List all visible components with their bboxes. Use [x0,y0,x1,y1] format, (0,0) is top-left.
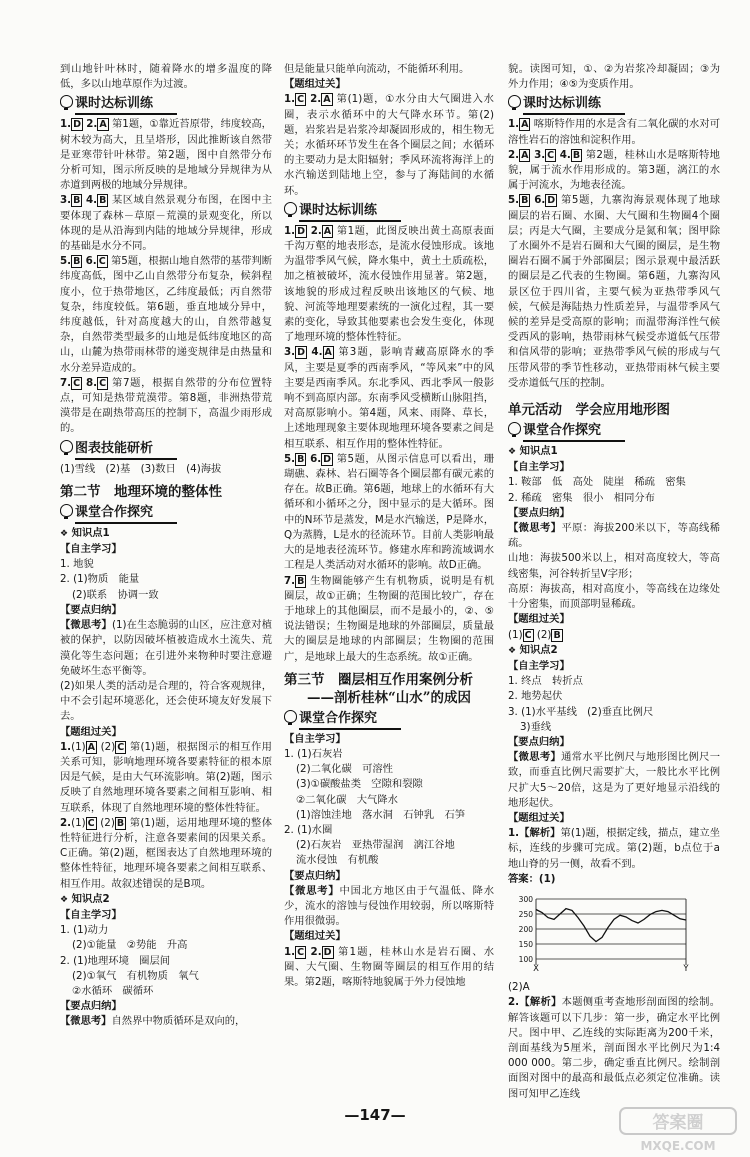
group-answer: (1) C (2) B [508,628,561,641]
line: ②水循环 碳循环 [72,984,154,997]
line: 1. 终点 转折点 [508,675,583,688]
think-1: 【微思考】平原：海拔200米以下，等高线稀疏。 [508,522,721,550]
line: 3. (1)水平基线 (2)垂直比例尺 [508,705,654,718]
bulb-icon [284,710,297,723]
line: (2)二氧化碳 可溶性 [296,763,393,776]
column-1 [60,62,272,1030]
bulb-icon [508,95,521,108]
group-answer-1: 1.(1) A (2) C 第(1)题，根据图示的相互作用关系可知，影响地理环境各要素特征的根本原因是气候，是由大气环流影响。第(2)题，图示反映了自然地理环境各要素之间相互影响、相互联系，体现了自然地理环境的整体性特征。 [60,740,272,814]
sub-label: 【题组过关】 [508,613,570,626]
knowledge-point: ❖ 知识点1 [508,445,558,458]
answer-1-2: 1. D 2. A 第1题，此图反映出黄土高原表面千沟万壑的地表形态，是流水侵蚀形成。该地为温带季风气候，降水集中，黄土土质疏松，加之植被破坏，流水侵蚀作用显著。第2题，该地貌的形成过程反映出该地区的气候、地貌、河流等地理要素统的一演化过程，其一要素的变化，导致其他要素也会发生变化，体现了地理环境的整体性特征。 [284,224,494,344]
page-number: —147— [344,1106,406,1124]
diamond-icon: ❖ [508,447,517,458]
answer-5-6: 5. B 6. C 第5题，根据山地自然带的基带判断纬度高低，图中乙山自然带分布复杂，候斜程度小，位于热带地区，乙纬度最低；丙自然带复杂，纬度较低。第6题，垂直地域分异中，纬度越低，针对高度越大的山，自然带越复杂，自然带类型最多的山地是低纬度地区的高山，山麓为热带雨林带的递变规律是由热量和水分差异造成的。 [60,255,272,374]
line: (2)石灰岩 亚热带湿润 漓江谷地 [296,839,455,852]
bulb-icon [60,95,73,108]
sub-label: 【自主学习】 [60,908,122,921]
sub-label: 【题组过关】 [60,725,122,738]
section-heading: 图表技能研析 [60,440,272,460]
line: 2. (1)地理环境 圈层间 [60,954,171,967]
paragraph: 貌。读图可知，①、②为岩浆冷却凝固；③为外力作用；④⑤为变质作用。 [508,63,720,91]
sub-label: 【要点归纳】 [508,506,570,519]
line: 2. (1)水圈 [284,823,333,836]
bulb-icon [508,422,521,435]
line: 1. 鞍部 低 高处 陡崖 稀疏 密集 [508,476,686,489]
diamond-icon: ❖ [60,894,69,905]
answer-7: 7. B 生物圈能够产生有机物质，说明是有机圈层，故①正确；生物圈的范围比较广，存在于地球上的其他圈层，而不是最小的，②、⑤说法错误；生物圈是地球的外部圈层，质量最大的圈层是地球的内部圈层；生物圈的范围广，是地球上最大的生态系统。故①正确。 [284,574,494,663]
sub-label: 【要点归纳】 [60,603,122,616]
column-2 [284,62,494,990]
section-heading: 课时达标训练 [60,95,272,115]
y-tick-label: 250 [518,909,533,919]
profile-line [536,909,686,942]
sub-label: 【自主学习】 [508,461,570,474]
paragraph: 到山地针叶林时，随着降水的增多温度的降低，多以山地草原作为过渡。 [60,63,272,91]
group-answer-1-2: 1. C 2. A 第(1)题，①水分由大气圈进入水圈，表示水循环中的大气降水环节。第(2)题，岩浆岩是岩浆冷却凝固形成的，相生物无关；水循环环节发生在各个圈层之间；水循环的主要动力是太阳辐射；季风环流将海洋上的水汽输送到陆地上空，参与了海陆间的水循环。 [284,93,494,197]
line: 1. 地貌 [60,558,94,571]
profile-chart [514,891,694,973]
line: (2)①能量 ②势能 升高 [72,939,188,952]
line: (3)①碳酸盐类 空隙和裂隙 [296,778,423,791]
node-title: 第三节 圈层相互作用案例分析 [284,671,473,688]
line: ②二氧化碳 大气降水 [296,793,398,806]
section-heading: 课堂合作探究 [284,710,494,730]
section-heading: 课时达标训练 [284,202,494,222]
chart-skill-answer: (1)雪线 (2)基 (3)数日 (4)海拔 [60,462,222,475]
sub-label: 【自主学习】 [60,543,122,556]
answer-2-4: 2. A 3. C 4. B 第2题，桂林山水是喀斯特地貌，属于流水作用形成的。第3题，漓江的水属于河流水，为地表径流。 [508,148,720,192]
svg-text:MXQE.COM: MXQE.COM [640,1139,716,1153]
sub-label: 【自主学习】 [508,659,570,672]
sub-label: 【题组过关】 [508,811,570,824]
watermark-logo [618,1104,740,1154]
answer-3-4: 3. D 4. A 第3题，影响青藏高原降水的季风，主要是夏季的西南季风，“等风来”中的风主要是西南季风。东北季风、西北季风一般影响不到高原内部。东南季风受横断山脉阻挡，对高原影响小。第4题，风来、雨降、草长，上述地理现象主要体现地理环境各要素之间是相互联系、相互作用的整体性特征。 [284,346,494,450]
think-2: 山地：海拔500米以上，相对高度较大，等高线密集，河谷转折呈V字形； [508,552,720,580]
answer-label: 答案：(1) [508,872,556,885]
node-title: 单元活动 学会应用地形图 [508,402,670,419]
paragraph: 但是能量只能单向流动，不能循环利用。 [284,63,470,75]
group-answer-2: 2.(1) C (2) B 第(1)题，运用地理环境的整体性特征进行分析，注意各要素间的因果关系。C正确。第(2)题，框图表达了自然地理环境的整体性特征，地理环境各要素之间相互联系、相互作用。故叙述错误的是B项。 [60,816,272,890]
line: (2)A [508,981,530,994]
section-heading: 课堂合作探究 [508,422,720,442]
column-3 [508,62,720,1102]
y-tick-label: 300 [518,894,533,904]
x-label-end: Y [683,963,689,973]
think-3: 高原：海拔高，相对高度小，等高线在边缘处十分密集，而顶部明显稀疏。 [508,582,720,611]
knowledge-point: ❖ 知识点2 [60,892,110,905]
answer-1-2: 1. D 2. A 第1题，①靠近苔原带，纬度较高，树木较为高大，且呈塔形，因此推断该自然带是亚寒带针叶林带。第2题，图中自然带分布分析可知，图示所反映的是地域分异规律为从赤道到两极的地域分异规律。 [60,118,272,192]
node-subtitle: ——剖析桂林“山水”的成因 [306,689,472,706]
bulb-icon [60,504,73,517]
think-3: 【微思考】自然界中物质循环是双向的， [60,1015,246,1028]
answer-5-6: 5. B 6. D 第5题，九寨沟海景观体现了地球圈层的岩石圈、水圈、大气圈和生物圈4个圈层；丙是大气圈，主要成分是氮和氧；图甲除了水圈外不是岩石圈和大气圈的圈层，是生物圈岩石圈不属于外部圈层；图示景观中最活跃的圈层是乙代表的生物圈。第6题，九寨沟风景区位于四川省，主要气候为亚热带季风气候，气候是海陆热力性质差异，与温带季风气候的差异是受高原的影响；而温带海洋性气候受西风的影响，热带雨林气候受赤道低气压带和信风带的影响；亚热带季风气候的形成与气压带风带的季节性移动，亚热带雨林气候主要受赤道低气压的控制。 [508,194,720,389]
think-4: 【微思考】通常水平比例尺与地形图比例尺一致，而垂直比例尺需要扩大，一般比水平比例尺扩大5～20倍，这是为了更好地显示沿线的地形起伏。 [508,751,721,809]
bulb-icon [284,202,297,215]
y-tick-label: 200 [518,924,533,934]
line: 2. 地势起伏 [508,690,563,703]
sub-label: 【要点归纳】 [60,1000,122,1013]
y-tick-label: 150 [518,939,533,949]
y-tick-label: 100 [518,954,533,964]
analysis-2: 2.【解析】本题侧重考查地形剖面图的绘制。解答该题可以下几步：第一步，确定水平比例尺。图中甲、乙连线的实际距离为200千米，剖面基线为5厘米，剖面图水平比例尺为1:4 000 000。第二步，确定垂直比例尺。绘制剖面图对图中的最高和最低点必须定位准确。读图可知甲乙连线 [508,996,721,1100]
line: 2. 稀疏 密集 很小 相同分布 [508,491,655,504]
bulb-icon [60,440,73,453]
answer-3-4: 3. B 4. B 某区域自然景观分布图，在图中主要体现了森林－草原－荒漠的景观变化，所以体现的是从沿海到内陆的地域分异规律，形成的基础是水分不同。 [60,194,272,253]
analysis-1: 1.【解析】第(1)题，根据定线，描点，建立坐标，连线的步骤可完成。第(2)题，b点位于a地山脊的另一侧，故看不到。 [508,827,720,870]
line: 流水侵蚀 有机酸 [296,854,379,867]
think-2: (2)如果人类的活动是合理的，符合客观规律，中不会引起环境恶化，还会使环境友好发展下去。 [60,679,272,723]
sub-label: 【题组过关】 [284,930,346,943]
answer-1: 1. A 喀斯特作用的水是含有二氧化碳的水对可溶性岩石的溶蚀和淀积作用。 [508,118,720,146]
sub-label: 【自主学习】 [284,732,346,745]
think-1: 【微思考】(1)在生态脆弱的山区，应注意对植被的保护，以防因破坏植被造成水土流失、荒漠化等生态问题；在引进外来物种时要注意避免破坏生态平衡等。 [60,619,272,677]
group-answer-1-2b: 1. C 2. D 第1题，桂林山水是岩石圈、水圈、大气圈、生物圈等圈层的相互作用的结果。第2题，喀斯特地貌属于外力侵蚀地 [284,945,494,988]
sub-label: 【要点归纳】 [508,735,570,748]
line: (2)①氧气 有机物质 氧气 [72,969,199,982]
diamond-icon: ❖ [60,528,69,539]
line: 1. (1)动力 [60,924,109,937]
section-heading: 课时达标训练 [508,95,720,115]
knowledge-point: ❖ 知识点2 [508,643,558,656]
section-heading: 课堂合作探究 [60,504,272,524]
knowledge-point: ❖ 知识点1 [60,526,110,539]
line: (2)联系 协调一致 [72,588,159,601]
sub-label: 【要点归纳】 [284,869,346,882]
think: 【微思考】中国北方地区由于气温低、降水少，流水的溶蚀与侵蚀作用较弱，所以喀斯特作用很微弱。 [284,884,495,928]
answer-5-6: 5. B 6. D 第5题，从图示信息可以看出，珊瑚礁、森林、岩石圈等各个圈层都有碳元素的存在。故B正确。第6题，地球上的水循环有大循环和小循环之分，图中显示的是大循环。图中的N环节是蒸发，M是水汽输送，P是降水，Q为蒸腾，L是水的径流环节。目前人类影响最大的是地表径流环节。修建水库和跨流域调水工程是人类活动对水循环的影响。故D正确。 [284,452,494,572]
line: 3)垂线 [520,720,552,733]
diamond-icon: ❖ [508,645,517,656]
line: (1)溶蚀洼地 落水洞 石钟乳 石笋 [296,808,466,821]
x-label-start: X [533,963,539,973]
line: 1. (1)石灰岩 [284,747,343,760]
node-title: 第二节 地理环境的整体性 [60,483,222,500]
line: 2. (1)物质 能量 [60,573,140,586]
sub-label: 【题组过关】 [284,78,346,91]
svg-text:答案圈: 答案圈 [652,1113,704,1133]
answer-7-8: 7. C 8. C 第7题，根据自然带的分布位置特点，可知是热带荒漠带。第8题，非洲热带荒漠带是在副热带高压的控制下，高温少雨形成的。 [60,376,272,435]
